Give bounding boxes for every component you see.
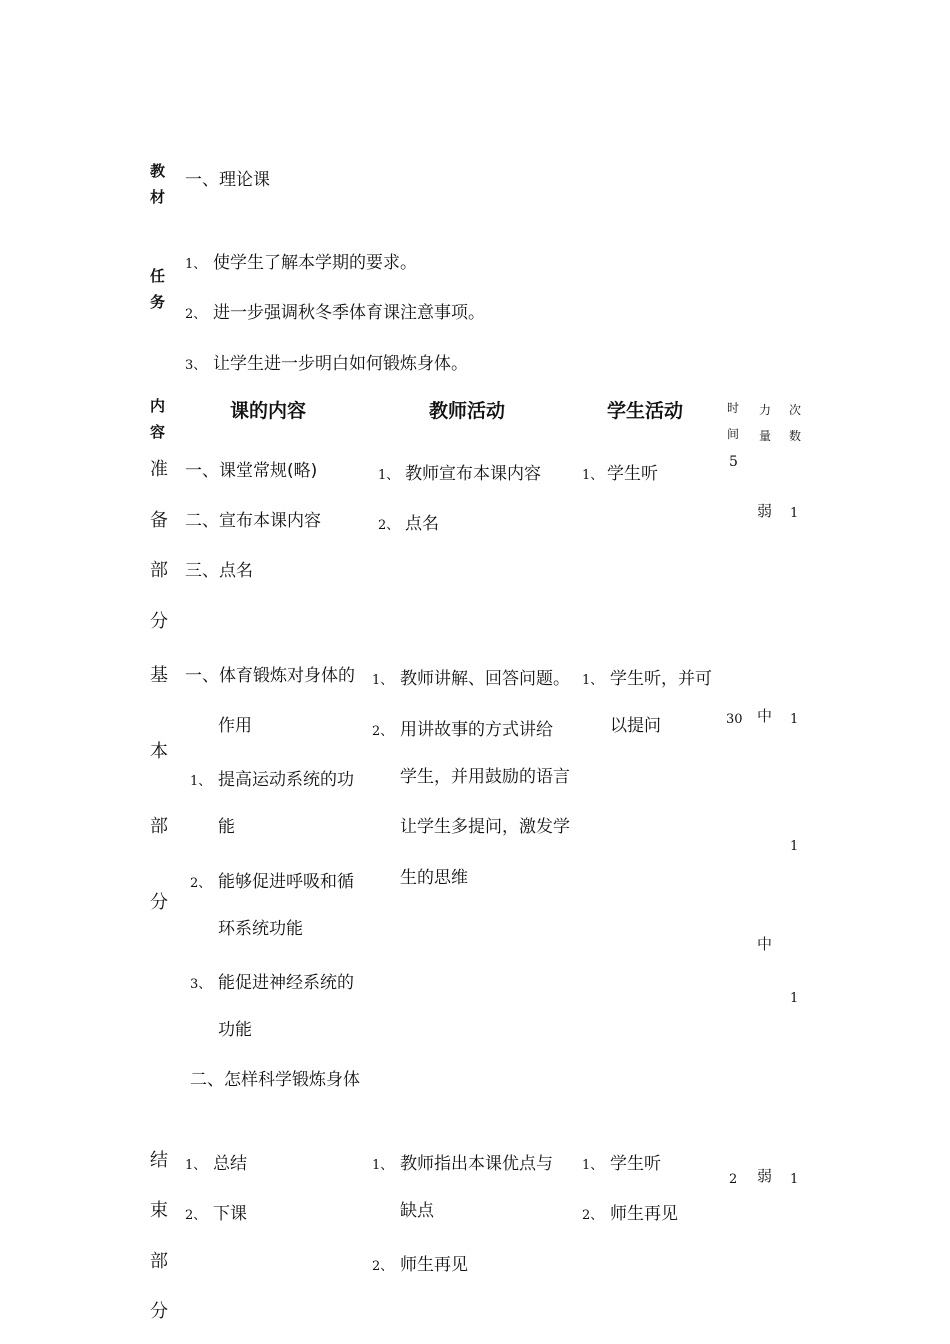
basic-content-item-2-num: 2、 (190, 876, 212, 891)
basic-content-tail: 二、怎样科学锻炼身体 (190, 1070, 360, 1090)
end-student-1-text: 学生听 (610, 1154, 661, 1174)
jiaocai-label-2: 材 (150, 188, 166, 206)
basic-content-item-3-num: 3、 (190, 977, 212, 992)
end-content-1-num: 1、 (185, 1158, 207, 1173)
basic-student-1-line-2: 以提问 (610, 716, 661, 736)
end-teacher-1-line-2: 缺点 (400, 1201, 434, 1221)
prep-content-3: 三、点名 (185, 561, 253, 581)
prep-label-3: 部 (150, 560, 168, 581)
prep-teacher-2-num: 2、 (378, 518, 400, 533)
renwu-label-1: 任 (150, 267, 166, 285)
header-lesson-content: 课的内容 (230, 400, 307, 422)
end-count: 1 (790, 1172, 799, 1187)
end-label-2: 束 (150, 1200, 168, 1221)
basic-teacher-2-line-1: 用讲故事的方式讲给 (400, 720, 553, 740)
header-count-1: 次 (789, 403, 802, 417)
end-student-1-num: 1、 (582, 1158, 604, 1173)
end-label-1: 结 (150, 1150, 168, 1171)
basic-teacher-2-line-3: 让学生多提问，激发学 (400, 817, 570, 837)
basic-student-1-line-1: 学生听，并可 (610, 669, 712, 689)
neirong-label-2: 容 (150, 423, 166, 441)
prep-content-1: 一、课堂常规(略) (185, 461, 318, 481)
prep-teacher-1-text: 教师宣布本课内容 (405, 464, 541, 484)
prep-student-1-num: 1、 (582, 468, 604, 483)
end-student-2-num: 2、 (582, 1208, 604, 1223)
jiaocai-text: 一、理论课 (185, 170, 270, 190)
basic-teacher-2-line-2: 学生，并用鼓励的语言 (400, 767, 570, 787)
prep-count: 1 (790, 506, 799, 521)
prep-teacher-1-num: 1、 (378, 468, 400, 483)
end-label-4: 分 (150, 1301, 168, 1322)
basic-content-item-1-line-2: 能 (218, 817, 235, 837)
prep-content-2: 二、宣布本课内容 (185, 511, 321, 531)
end-teacher-2-line-1: 师生再见 (400, 1255, 468, 1275)
header-force-2: 量 (759, 429, 772, 443)
basic-label-1: 基 (150, 665, 168, 686)
header-count-2: 数 (789, 429, 802, 443)
end-time: 2 (729, 1172, 738, 1187)
basic-content-item-1-line-1: 提高运动系统的功 (218, 770, 354, 790)
basic-teacher-2-num: 2、 (372, 724, 394, 739)
basic-content-item-2-line-2: 环系统功能 (218, 919, 303, 939)
end-teacher-1-num: 1、 (372, 1158, 394, 1173)
prep-label-2: 备 (150, 510, 168, 531)
basic-teacher-2-line-4: 生的思维 (400, 868, 468, 888)
renwu-label-2: 务 (150, 293, 166, 311)
renwu-item-3-num: 3、 (185, 358, 207, 373)
header-student-activity: 学生活动 (607, 400, 684, 422)
basic-time: 30 (726, 712, 743, 727)
end-student-2-text: 师生再见 (610, 1204, 678, 1224)
basic-content-item-2-line-1: 能够促进呼吸和循 (218, 872, 354, 892)
basic-content-head-1: 一、体育锻炼对身体的 (185, 666, 355, 686)
basic-label-2: 本 (150, 741, 168, 762)
renwu-item-1-text: 使学生了解本学期的要求。 (213, 253, 417, 273)
prep-student-1-text: 学生听 (607, 464, 658, 484)
renwu-item-3-text: 让学生进一步明白如何锻炼身体。 (213, 354, 468, 374)
basic-content-item-3-line-1: 能促进神经系统的 (218, 973, 354, 993)
prep-label-1: 准 (150, 459, 168, 480)
basic-count-3: 1 (790, 991, 799, 1006)
neirong-label-1: 内 (150, 397, 166, 415)
end-content-1-text: 总结 (213, 1154, 247, 1174)
basic-label-4: 分 (150, 892, 168, 913)
basic-content-item-1-num: 1、 (190, 774, 212, 789)
renwu-item-2-num: 2、 (185, 307, 207, 322)
basic-student-1-num: 1、 (582, 673, 604, 688)
header-time-2: 间 (727, 427, 740, 441)
basic-teacher-1-line-1: 教师讲解、回答问题。 (400, 669, 570, 689)
prep-force: 弱 (757, 502, 773, 520)
header-time-1: 时 (727, 401, 740, 415)
end-label-3: 部 (150, 1251, 168, 1272)
basic-content-item-3-line-2: 功能 (218, 1020, 252, 1040)
end-force: 弱 (757, 1167, 773, 1185)
basic-force-2: 中 (757, 935, 773, 953)
prep-label-4: 分 (150, 611, 168, 632)
basic-label-3: 部 (150, 816, 168, 837)
end-teacher-1-line-1: 教师指出本课优点与 (400, 1154, 553, 1174)
basic-teacher-1-num: 1、 (372, 673, 394, 688)
renwu-item-1-num: 1、 (185, 257, 207, 272)
basic-force-1: 中 (757, 707, 773, 725)
renwu-item-2-text: 进一步强调秋冬季体育课注意事项。 (213, 303, 485, 323)
prep-time: 5 (729, 454, 738, 470)
header-force-1: 力 (759, 403, 772, 417)
end-content-2-text: 下课 (213, 1204, 247, 1224)
end-content-2-num: 2、 (185, 1208, 207, 1223)
basic-count-1: 1 (790, 712, 799, 727)
jiaocai-label-1: 教 (150, 162, 166, 180)
basic-content-head-2: 作用 (218, 716, 252, 736)
basic-count-2: 1 (790, 839, 799, 854)
header-teacher-activity: 教师活动 (429, 400, 506, 422)
prep-teacher-2-text: 点名 (405, 514, 439, 534)
end-teacher-2-num: 2、 (372, 1259, 394, 1274)
